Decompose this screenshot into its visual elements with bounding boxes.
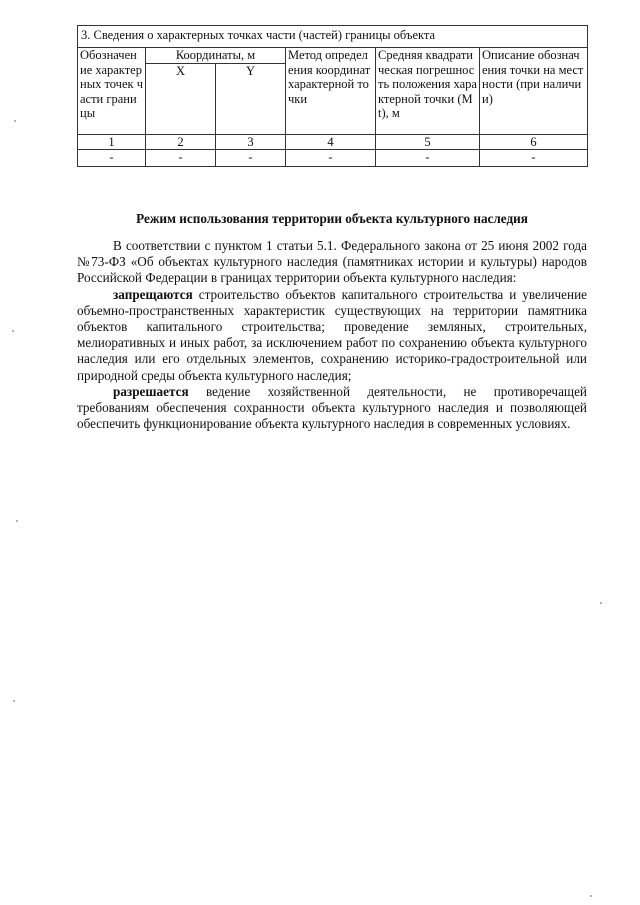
column-number: 5 [376,134,480,150]
allowed-paragraph [77,384,587,433]
header-x: X [146,63,216,134]
column-number: 6 [480,134,588,150]
column-number: 3 [216,134,286,150]
allowed-text: ведение хозяйственной деятельности, не противоречащей требованиям обеспечения сохранности объекта культурного наследия и позволяющей обеспечить функционирование объекта культурного наследия в современных условиях. [77,383,587,432]
allowed-label: разрешается [113,383,189,399]
header-point-designation: Обозначение характерных точек части границы [78,48,146,135]
table-caption: 3. Сведения о характерных точках части (частей) границы объекта [78,26,588,48]
column-number: 4 [286,134,376,150]
body-text [77,238,587,432]
header-description: Описание обозначения точки на местности (при наличии) [480,48,588,135]
intro-paragraph: В соответствии с пунктом 1 статьи 5.1. Федерального закона от 25 июня 2002 года №73-ФЗ «Об объектах культурного наследия (памятниках истории и культуры) народов Российской Федерации в границах территории объекта культурного наследия: [77,238,587,286]
prohibited-label: запрещаются [113,286,193,302]
table-cell: - [216,150,286,167]
section-title: Режим использования территории объекта культурного наследия [136,211,528,226]
table-row [78,150,588,167]
header-y: Y [216,63,286,134]
table-cell: - [78,150,146,167]
table-cell: - [146,150,216,167]
header-mean-error: Средняя квадратическая погрешность положения характерной точки (Mt), м [376,48,480,135]
table-cell: - [376,150,480,167]
column-number: 2 [146,134,216,150]
header-method: Метод определения координат характерной точки [286,48,376,135]
header-coordinates: Координаты, м [146,48,286,64]
table-cell: - [480,150,588,167]
boundary-points-table [77,25,588,167]
boundary-points-table-wrap [77,25,587,167]
prohibited-text: строительство объектов капитального строительства и увеличение объемно-пространственных характеристик существующих на территории памятника объектов капитального строительства; проведение земляных, строительных, мелиоративных и иных работ, за исключением работ по сохранению объекта культурного наследия или его отдельных элементов, сохранению историко-градостроительной или природной среды объекта культурного наследия; [77,286,587,383]
prohibited-paragraph [77,287,587,384]
table-cell: - [286,150,376,167]
column-number: 1 [78,134,146,150]
column-number-row [78,134,588,150]
